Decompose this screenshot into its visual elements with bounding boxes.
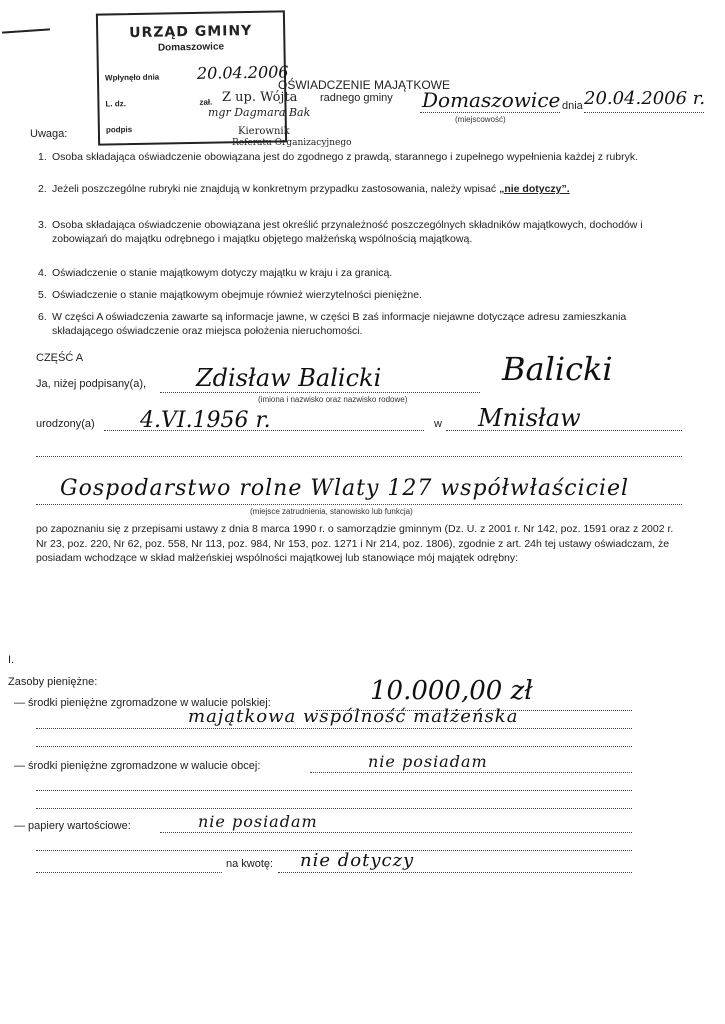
note-6-text: W części A oświadczenia zawarte są informacje jawne, w części B zaś informacje niejawne dotyczące adresu zamieszkania składającego oświadczenie oraz miejsca położenia nieruchomości. (52, 311, 627, 337)
signature: Balicki (502, 350, 613, 388)
note-5-text: Oświadczenie o stanie majątkowym obejmuje również wierzytelności pieniężne. (52, 289, 423, 301)
note-5-num: 5. (38, 289, 47, 301)
born-in-label: w (434, 418, 442, 430)
amount-value: nie dotyczy (300, 850, 415, 871)
statement-text: po zapoznaniu się z przepisami ustawy z dnia 8 marca 1990 r. o samorządzie gminnym (Dz. U. z 2001 r. Nr 142, poz. 1591 oraz z 2002 r. Nr 23, poz. 220, Nr 62, poz. 558, Nr 113, poz. 984, Nr 153, poz. 1271 i Nr 214, poz. 1806), zgodnie z art. 24h tej ustawy oświadczam, że posiadam wchodzące w skład małżeńskiej wspólności majątkowej lub stanowiące mój majątek odrębny: (36, 523, 674, 564)
deputy-label: Z up. Wójta (222, 90, 298, 105)
note-1 (38, 150, 678, 164)
margin-mark (2, 28, 50, 33)
form-subtitle: radnego gminy (320, 92, 393, 104)
name-value: Zdisław Balicki (196, 364, 382, 392)
note-6 (38, 310, 678, 338)
foreign-label: — środki pieniężne zgromadzone w walucie obcej: (14, 760, 261, 772)
amount-label: na kwotę: (226, 858, 274, 870)
note-4-text: Oświadczenie o stanie majątkowym dotyczy majątku w kraju i za granicą. (52, 267, 393, 279)
stamp-received-date: 20.04.2006 (196, 62, 289, 83)
note-2-text: Jeżeli poszczególne rubryki nie znajdują w konkretnym przypadku zastosowania, należy wpisać (52, 183, 497, 195)
note-2-num: 2. (38, 183, 47, 195)
pln-note: majątkowa wspólność małżeńska (188, 706, 519, 727)
deputy-name: mgr Dagmara Bak (208, 106, 311, 119)
stamp-zal-label: zał. (199, 97, 213, 107)
part-a-heading: CZĘŚĆ A (36, 352, 84, 364)
stamp-signature-label: podpis (105, 125, 133, 135)
section-i-heading: Zasoby pieniężne: (8, 676, 98, 688)
note-2 (38, 182, 678, 196)
born-place: Mnisław (478, 404, 581, 432)
section-i-roman: I. (8, 654, 15, 666)
form-title: OŚWIADCZENIE MAJĄTKOWE (278, 78, 451, 92)
born-date: 4.VI.1956 r. (140, 408, 271, 433)
note-3-text: Osoba składająca oświadczenie obowiązana jest określić przynależność poszczególnych składników majątkowych, dochodów i zobowiązań do majątku odrębnego i majątku objętego małżeńską wspólnością majątkową. (52, 219, 643, 245)
place-value: Domaszowice (422, 88, 561, 112)
note-6-num: 6. (38, 311, 47, 323)
note-1-num: 1. (38, 151, 47, 163)
deputy-role: Kierownik (238, 126, 290, 137)
note-5 (38, 288, 678, 302)
pln-label: — środki pieniężne zgromadzone w walucie polskiej: (14, 697, 271, 709)
note-2-emph: „nie dotyczy”. (499, 183, 570, 195)
note-4 (38, 266, 678, 280)
pln-value: 10.000,00 zł (370, 676, 533, 706)
name-label: Ja, niżej podpisany(a), (36, 378, 147, 390)
date-label: dnia (562, 100, 583, 112)
note-4-num: 4. (38, 267, 47, 279)
notes-heading: Uwaga: (30, 128, 68, 140)
securities-value: nie posiadam (198, 812, 318, 831)
born-label: urodzony(a) (36, 418, 95, 430)
note-3 (38, 218, 678, 246)
employment-sub: (miejsce zatrudnienia, stanowisko lub funkcja) (250, 507, 413, 516)
foreign-value: nie posiadam (368, 752, 488, 771)
stamp-office: URZĄD GMINY (129, 22, 253, 42)
deputy-dept: Referatu Organizacyjnego (232, 138, 352, 148)
employment-value: Gospodarstwo rolne Wlaty 127 współwłaściciel (60, 476, 630, 501)
stamp-ldz-label: L. dz. (105, 99, 126, 109)
securities-label: — papiery wartościowe: (14, 820, 131, 832)
place-label: (miejscowość) (455, 115, 506, 124)
note-3-num: 3. (38, 219, 47, 231)
stamp-received-label: Wpłynęło dnia (104, 72, 160, 83)
note-1-text: Osoba składająca oświadczenie obowiązana jest do zgodnego z prawdą, starannego i zupełnego wypełnienia każdej z rubryk. (52, 151, 639, 163)
name-sub: (imiona i nazwisko oraz nazwisko rodowe) (258, 395, 408, 404)
stamp-place: Domaszowice (157, 41, 225, 54)
date-value: 20.04.2006 r. (584, 88, 706, 109)
